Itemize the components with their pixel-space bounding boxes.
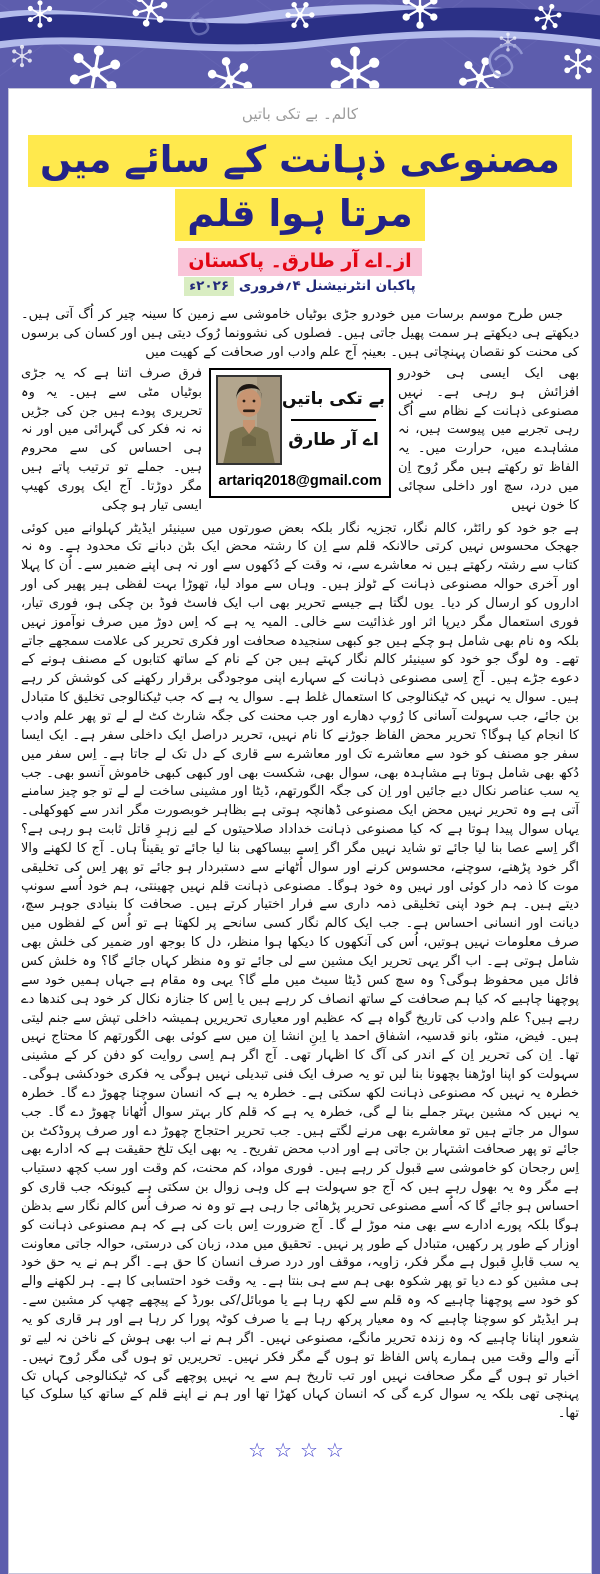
face-shape xyxy=(237,389,261,417)
author-photo xyxy=(216,375,282,465)
body-intro: جس طرح موسم برسات میں خودرو جڑی بوٹیاں خاموشی سے زمین کا سینہ چیر کر اُگ آتی ہیں۔ دیکھتے ہی دیکھتے ہر سمت پھیل جاتی ہیں۔ فصلوں کی نشوونما رُوک دیتی ہیں اور کسان کی برسوں کی محنت کو نقصان پہنچاتی ہیں۔ بعینہٖ آج علم وادب اور صحافت کے کھیت میں xyxy=(21,307,579,360)
author-info-box xyxy=(209,368,391,498)
decorative-snowflake-banner xyxy=(0,0,600,88)
body-text-3: آج اگر ہم اِسی روایت کو دفن کر کے مشینی سہولت کو اپنا اوڑھنا بچھونا بنا لیں تو یہ صرف ایک فنی تبدیلی نہیں ہوگی یہ فکری خودکشی ہوگی۔ خطرہ یہ نہیں کہ مصنوعی ذہانت لکھ سکتی ہے۔ خطرہ یہ ہے کہ انسان سوچنا چھوڑ دے گا۔ خطرہ یہ نہیں کہ مشین بہتر جملے بنا لے گی، خطرہ یہ ہے کہ قلم کار بہتر سوال اُٹھانا چھوڑ دے گا۔ جب سوال مر جاتے ہیں تو معاشرے بھی مرنے لگتے ہیں۔ جب تحریر احتجاج چھوڑ دے اور صرف پروڈکٹ بن جائے تو پھر صحافت اشتہار بن جاتی ہے اور ادب محض تفریح۔ یہ بھی ایک تلخ حقیقت ہے کہ ادارے بھی اِس رجحان کو خاموشی سے قبول کر رہے ہیں۔ فوری مواد، کم محنت، کم وقت اور سب کچھ دستیاب ہے مگر وہ یہ بھول رہے ہیں کہ آج جو سہولت ہے کل وہی زوال بن سکتی ہے کیونکہ جب قاری کو احساس ہو جائے گا کہ اُسے مصنوعی تحریر پڑھائی جا رہی ہے تو وہ نہ صرف اُس کالم نگار سے بدظن ہوگا بلکہ پورے ادارے سے بھی منہ موڑ لے گا۔ آج ضرورت اِس بات کی ہے کہ ہم مصنوعی ذہانت کو اوزار کے طور پر رکھیں، متبادل کے طور پر نہیں۔ تحقیق میں مدد، زبان کی درستی، حوالہ جاتی معاونت یہ سب قابلِ قبول ہے مگر فکر، زاویہ، موقف اور درد صرف انسان کا حق ہے۔ اگر ہم نے یہ حق خود ہی مشین کو دے دیا تو پھر شکوہ بھی ہم سے ہی بنتا ہے۔ یہ وقت خود احتسابی کا ہے۔ ہر لکھنے والے کو خود سے پوچھنا چاہیے کہ وہ قلم سے لکھ رہا ہے یا موبائل/کی بورڈ کے پیچھے چھپ کر مشین سے۔ ہر ایڈیٹر کو سوچنا چاہیے کہ وہ معیار پرکھ رہا ہے یا صرف کوٹہ پورا کر رہا ہے اور ہر قاری کو یہ شعور اپنانا چاہیے کہ وہ زندہ تحریر مانگے، مصنوعی نہیں۔ اگر ہم نے اب بھی ہوش کے ناخن نہ لیے تو آنے والے وقت میں ہمارے پاس الفاظ تو ہوں گے مگر فکر نہیں۔ تحریریں تو ہوں گی مگر رُوح نہیں۔ اخبار تو ہوں گے مگر صحافت نہیں اور تب تاریخ ہم سے یہ نہیں پوچھے گی کہ ٹیکنالوجی کہاں تک پہنچی تھی بلکہ یہ سوال کرے گی کہ انسان کہاں کھڑا تھا اور ہم نے اپنے قلم کے ساتھ کیا سلوک کیا تھا۔ xyxy=(21,1048,579,1422)
body-main xyxy=(21,520,579,1425)
article-card xyxy=(8,88,592,1574)
author-series-title: بے تکی باتیں xyxy=(282,389,386,410)
column-kicker: کالم۔ بے تکی باتیں xyxy=(241,105,359,123)
dateline-text: پاکبان انٹرنیشنل ۴؍فروری xyxy=(238,278,416,295)
end-of-article-stars: ☆☆☆☆ xyxy=(248,1438,352,1463)
article-dateline xyxy=(21,278,579,294)
article-title xyxy=(21,133,579,240)
mustache-shape xyxy=(243,409,255,412)
byline-highlight: از۔اے آر طارق۔ پاکستان xyxy=(178,248,421,276)
article-byline xyxy=(21,250,579,272)
body-column-right: بھی ایک ایسی ہی خودرو افزائش ہو رہی ہے۔ نہیں مصنوعی ذہانت کے نظام سے اُگ رہی تجربے میں پیوست ہیں، نہ مشاہدے میں، حرارت میں۔ یہ الفاظ تو رکھتے ہیں مگر رُوح اِن میں درد، سچ اور داخلی سچائی کا خون نہیں xyxy=(398,365,579,513)
divider-rule xyxy=(291,419,375,421)
body-text-1: ہے جو خود کو رائٹر، کالم نگار، تجزیہ نگار بلکہ بعض صورتوں میں سینیئر ایڈیٹر کہلوانے میں کوئی جھجک محسوس نہیں کرتی حالانکہ قلم سے اِن کا رشتہ محض ایک بٹن دبانے تک محدود ہے۔ وہ نہ کتاب سے رشتہ رکھتے ہیں نہ معاشرے سے، نہ وقت کے دُکھوں سے اور نہ ہی اپنے ضمیر سے۔ اُن کا پہلا اور آخری حوالہ مصنوعی ذہانت کے ٹولز ہیں۔ وہاں سے مواد لیا، تھوڑا بہت لفظی ہیر پھیر کی اور اداروں کو ارسال کر دیا۔ یوں لگتا ہے جیسے تحریر بھی اب ایک فاسٹ فوڈ بن چکی ہو، فوری تیار، فوری استعمال مگر دیرپا اثر اور غذائیت سے خالی۔ المیہ یہ ہے کہ اِس دوڑ میں صرف نوآموز نہیں بلکہ وہ نام بھی شامل ہو چکے ہیں جو کبھی سنجیدہ صحافت اور فکری تحریر کی علامت سمجھے جاتے تھے۔ وہ لوگ جو خود کو سینیئر کالم نگار کہتے ہیں جن کے نام کے ساتھ کتابوں کے مصنف ہونے کے دعوے جڑے ہیں۔ آج اِسی مصنوعی ذہانت کے سہارے اپنی موجودگی برقرار رکھنے کی کوشش کر رہے ہیں۔ سوال یہ نہیں کہ ٹیکنالوجی کا استعمال غلط ہے۔ سوال یہ ہے کہ جب ٹیکنالوجی تخلیق کا متبادل بن جائے، جب سہولت آسانی کا رُوپ دھارے اور جب محنت کی جگہ شارٹ کٹ لے لے تو پھر علم وادب کا انجام کیا ہوگا؟ تحریر محض الفاظ جوڑنے کا نام نہیں، تحریر دراصل ایک داخلی سفر ہے۔ ایک ایسا سفر جو مصنف کو خود سے معاشرے تک اور معاشرے سے قاری کے دل تک لے جاتا ہے۔ xyxy=(21,520,579,762)
body-text-2: اِس سفر میں دُکھ بھی شامل ہوتا ہے مشاہدہ بھی، سوال بھی، شکست بھی اور کبھی کبھی خاموش آنسو بھی۔ جب یہ سب عناصر نکال دیے جائیں اور اِن کی جگہ الگورتھم، ڈیٹا اور مشینی ساخت لے لے تو جو چیز سامنے آتی ہے وہ تحریر نہیں محض ایک مصنوعی ڈھانچہ ہوتی ہے بظاہر خوبصورت مگر اندر سے کھوکھلی۔ یہاں سوال پیدا ہوتا ہے کہ کیا مصنوعی ذہانت خداداد صلاحیتوں کے لیے زہرِ قاتل ثابت ہو رہی ہے؟ اگر اِسے عصا بنا لیا جائے تو شاید نہیں مگر اگر اِسے بیساکھی بنا لیا جائے تو یقیناً ہاں۔ آج کا لکھنے والا اگر خود پڑھنے، سوچنے، محسوس کرنے اور سوال اُٹھانے سے دستبردار ہو جائے تو پھر اِس کی تخلیقی موت کا ذمہ دار کوئی اور نہیں وہ خود ہوگا۔ مصنوعی ذہانت قلم نہیں چھینتی، ہم خود اُسے سونپ دیتے ہیں۔ ہم خود اپنی تخلیقی ذمہ داری سے فرار اختیار کرتے ہیں۔ صحافت کا بنیادی جوہر سچ، دیانت اور انسانی احساس ہے۔ جب ایک کالم نگار کسی سانحے پر لکھتا ہے تو اُس کے لفظوں میں صرف معلومات نہیں ہوتیں، اُس کی آنکھوں کا دیکھا ہوا منظر، دل کا بوجھ اور ضمیر کی خلش بھی شامل ہوتی ہے۔ اب اگر یہی تحریر ایک مشین سے لی جائے تو وہ منظر کہاں جائے گا؟ وہ خلش کس فائل میں محفوظ ہوگی؟ وہ سچ کس ڈیٹا سیٹ میں ملے گا؟ یہی وہ مقام ہے جہاں ہمیں خود سے پوچھنا چاہیے کہ کیا ہم صحافت کے ساتھ انصاف کر رہے ہیں یا اِس کا جنازہ نکال کر خود ہی کندھا دے رہے ہیں؟ علم وادب کی تاریخ گواہ ہے کہ عظیم اور معیاری تحریریں ہمیشہ داخلی تپش سے جنم لیتی ہیں۔ فیض، منٹو، بانو قدسیہ، اشفاق احمد یا اِبنِ انشا اِن میں سے کوئی بھی الگورتھم کا محتاج نہیں تھا۔ اِن کی تحریر اِن کے اندر کی آگ کا اظہار تھی۔ xyxy=(21,746,579,1064)
author-email: artariq2018@gmail.com xyxy=(218,472,382,489)
title-highlight: مصنوعی ذہانت کے سائے میں مرتا ہوا قلم xyxy=(28,135,572,241)
body-column-left: فرق صرف اتنا ہے کہ یہ جڑی بوٹیاں مٹی سے ہیں۔ یہ وہ تحریری پودے ہیں جن کی جڑیں نہ نہ فکر کی گہرائی میں اور نہ ہی احساس کی سے محروم ہیں۔ جملے تو ترتیب پاتے ہیں مگر دوڑتا۔ آج ایک پوری کھیپ ایسی تیار ہو چکی xyxy=(21,365,202,513)
dateline-year: ۲۰۲۶ء xyxy=(184,277,234,296)
photo-wrap-band xyxy=(21,365,579,516)
article-body xyxy=(21,306,579,1465)
author-name: اے آر طارق xyxy=(288,429,379,450)
